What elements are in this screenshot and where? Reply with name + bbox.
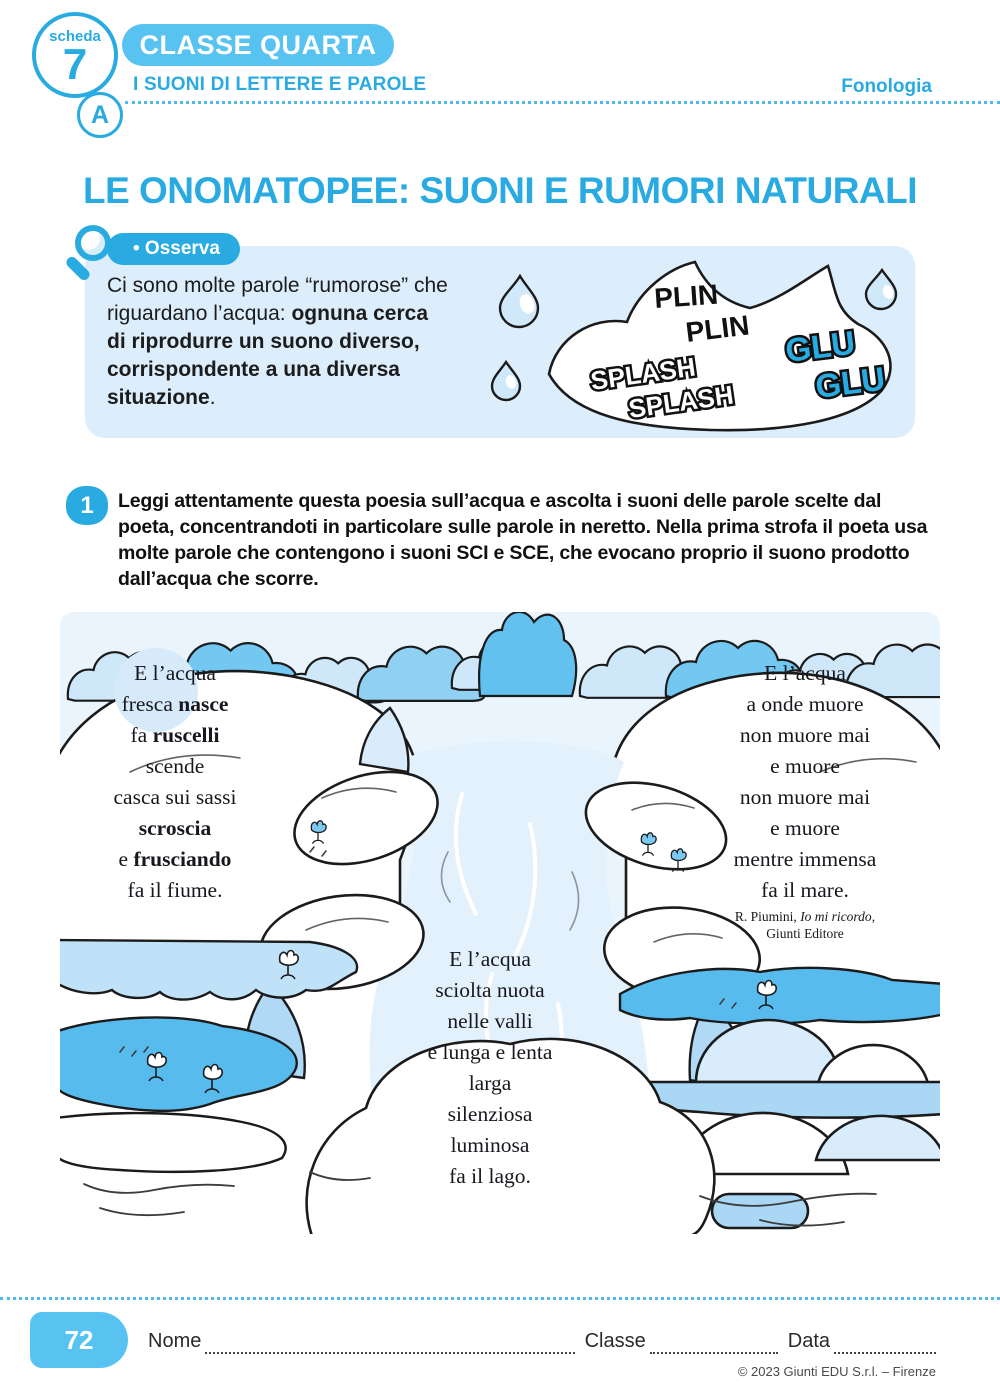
sound-splash-1: SPLASH <box>588 351 698 396</box>
observe-tag <box>107 233 240 265</box>
poem-line: casca sui sassi <box>113 785 237 809</box>
class-field[interactable] <box>650 1336 778 1354</box>
observe-text-bold: ognuna cerca di riprodurre un suono diverso, corrispondente a una diversa situazione <box>107 302 429 409</box>
observe-box <box>85 238 915 438</box>
poem-line: larga <box>468 1071 512 1095</box>
observe-text-period: . <box>209 386 216 409</box>
credit-publisher: Giunti Editore <box>766 926 844 941</box>
class-label: Classe <box>584 1330 646 1352</box>
observe-text-regular: Ci sono molte parole “rumorose” che riguardano l’acqua: <box>107 274 448 325</box>
poem-line: sciolta nuota <box>435 978 545 1002</box>
header-subtitle: I SUONI DI LETTERE E PAROLE <box>133 74 427 95</box>
page-number: 72 <box>64 1324 94 1355</box>
copyright-notice: © 2023 Giunti EDU S.r.l. – Firenze <box>737 1364 936 1379</box>
poem-line: non muore mai <box>739 785 871 809</box>
credit-comma: , <box>871 909 876 924</box>
poem-stanza-1 <box>65 658 285 906</box>
poem-line: nelle valli <box>447 1009 533 1033</box>
name-label: Nome <box>148 1330 202 1352</box>
sound-splash-2: SPLASH <box>626 379 736 424</box>
exercise-number-badge <box>66 486 108 525</box>
exercise-number: 1 <box>80 491 94 519</box>
poem-line: silenziosa <box>447 1102 533 1126</box>
sound-plin-1: PLIN <box>653 278 720 314</box>
credit-title: Io mi ricordo <box>800 909 872 924</box>
exercise-instructions: Leggi attentamente questa poesia sull’acqua e ascolta i suoni delle parole scelte dal poeta, concentrandoti in particolare sulle parole in neretto. Nella prima strofa il poeta usa molte parole che contengono i suoni SCI e SCE, che evocano proprio il suono prodotto dall’acqua che scorre. <box>118 490 928 590</box>
poem-credit <box>670 908 940 942</box>
header-topic: Fonologia <box>841 76 932 97</box>
sound-glu-1: GLU <box>783 323 858 369</box>
variant-letter: A <box>90 100 110 129</box>
student-info-row <box>148 1324 936 1354</box>
poem-line: mentre immensa <box>733 847 877 871</box>
name-field[interactable] <box>205 1336 574 1354</box>
poem-line: fa il mare. <box>761 878 849 902</box>
poem-line: fa il fiume. <box>127 878 223 902</box>
poem-stanza-2 <box>695 658 915 906</box>
header-dotted-divider <box>125 101 1000 104</box>
poem-line: scende <box>145 754 205 778</box>
page-number-tab <box>30 1312 128 1368</box>
poem-line: fa ruscelli <box>130 723 220 747</box>
sound-glu-2: GLU <box>813 359 888 405</box>
poem-line: a onde muore <box>746 692 864 716</box>
scheda-number: 7 <box>62 39 88 89</box>
poem-line: E l’acqua <box>134 661 216 685</box>
date-field[interactable] <box>834 1336 936 1354</box>
river-scene <box>60 612 940 1234</box>
poem-line: e muore <box>770 754 840 778</box>
magnifier-icon <box>75 225 111 261</box>
poem-line: luminosa <box>450 1133 530 1157</box>
footer-dotted-divider <box>0 1297 1000 1300</box>
class-pill <box>122 24 394 66</box>
poem-line: E l’acqua <box>764 661 846 685</box>
poem-line: scroscia <box>138 816 212 840</box>
sound-plin-2: PLIN <box>683 309 752 348</box>
observe-text <box>107 272 452 412</box>
poem-line: non muore mai <box>739 723 871 747</box>
scheda-label: scheda <box>49 27 101 45</box>
observe-tag-label: • Osserva <box>133 238 220 259</box>
date-label: Data <box>787 1330 830 1352</box>
scheda-badge <box>32 12 118 98</box>
poem-line: e lunga e lenta <box>427 1040 553 1064</box>
poem-line: E l’acqua <box>449 947 531 971</box>
poem-line: fa il lago. <box>449 1164 531 1188</box>
water-drop-illustration <box>487 252 907 436</box>
poem-line: fresca nasce <box>121 692 229 716</box>
variant-badge <box>77 92 123 138</box>
poem-stanza-3 <box>380 944 600 1192</box>
page-title: LE ONOMATOPEE: SUONI E RUMORI NATURALI <box>82 170 918 211</box>
credit-author: R. Piumini, <box>734 909 801 924</box>
poem-line: e frusciando <box>118 847 232 871</box>
class-pill-label: CLASSE QUARTA <box>139 29 377 60</box>
poem-line: e muore <box>770 816 840 840</box>
